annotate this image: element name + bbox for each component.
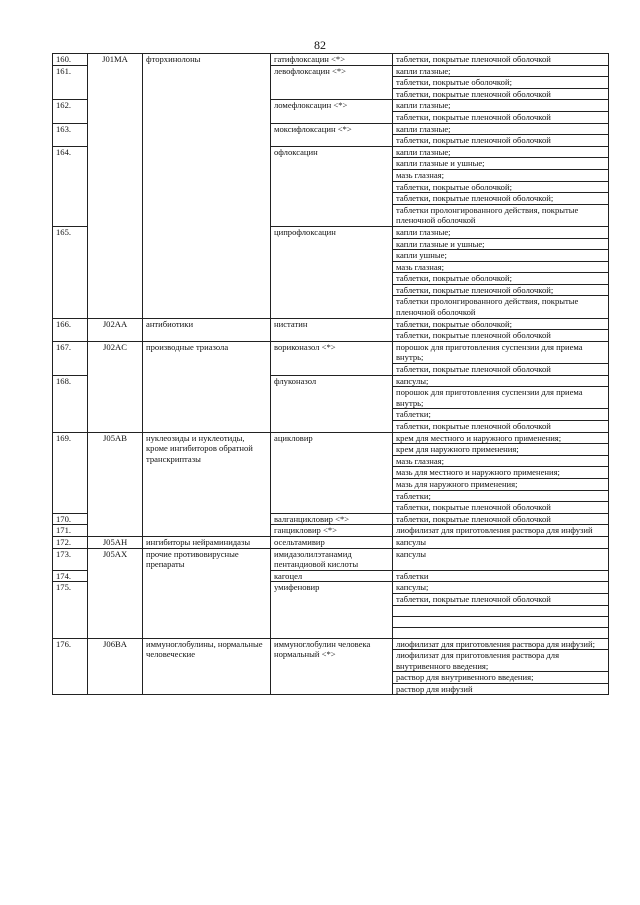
drug-name: осельтамивир	[271, 536, 393, 548]
atc-code: J02AA	[88, 318, 143, 341]
dosage-form: порошок для приготовления суспензии для приема внутрь;	[393, 341, 609, 363]
dosage-form: таблетки, покрытые пленочной оболочкой	[393, 502, 609, 514]
pharm-group: нуклеозиды и нуклеотиды, кроме ингибиторов обратной транскриптазы	[143, 432, 271, 536]
row-number: 171.	[53, 525, 88, 537]
pharm-group: прочие противовирусные препараты	[143, 548, 271, 638]
dosage-form: капли глазные и ушные;	[393, 238, 609, 250]
drug-name: нистатин	[271, 318, 393, 341]
dosage-form: раствор для инфузий	[393, 683, 609, 695]
atc-code: J01MA	[88, 54, 143, 319]
dosage-form: капли глазные;	[393, 123, 609, 135]
drug-name: ганцикловир <*>	[271, 525, 393, 537]
drug-name: имидазолилэтанамид пентандиовой кислоты	[271, 548, 393, 570]
dosage-form: капли глазные;	[393, 146, 609, 158]
drug-name: умифеновир	[271, 582, 393, 638]
dosage-form: таблетки пролонгированного действия, покрытые пленочной оболочкой	[393, 204, 609, 226]
pharm-group: иммуноглобулины, нормальные человеческие	[143, 638, 271, 695]
table-row	[53, 432, 609, 444]
dosage-form: порошок для приготовления суспензии для приема внутрь;	[393, 387, 609, 409]
dosage-form: таблетки, покрытые пленочной оболочкой	[393, 135, 609, 147]
dosage-form: таблетки, покрытые оболочкой;	[393, 181, 609, 193]
drug-name: иммуноглобулин человека нормальный <*>	[271, 638, 393, 695]
table-row	[53, 318, 609, 330]
atc-code: J06BA	[88, 638, 143, 695]
row-number: 165.	[53, 226, 88, 318]
dosage-form-empty	[393, 627, 609, 638]
atc-code: J05AX	[88, 548, 143, 638]
drug-name: ацикловир	[271, 432, 393, 513]
row-number: 170.	[53, 513, 88, 525]
row-number: 173.	[53, 548, 88, 570]
dosage-form: таблетки	[393, 570, 609, 582]
row-number: 176.	[53, 638, 88, 695]
row-number: 163.	[53, 123, 88, 146]
dosage-form: таблетки, покрытые оболочкой;	[393, 77, 609, 89]
drug-name: моксифлоксацин <*>	[271, 123, 393, 146]
table-row	[53, 548, 609, 570]
atc-code: J05AH	[88, 536, 143, 548]
table-row	[53, 638, 609, 650]
pharm-group: антибиотики	[143, 318, 271, 341]
dosage-form: таблетки, покрытые пленочной оболочкой	[393, 513, 609, 525]
row-number: 175.	[53, 582, 88, 638]
dosage-form: мазь глазная;	[393, 169, 609, 181]
drug-name: валганцикловир <*>	[271, 513, 393, 525]
dosage-form: таблетки;	[393, 409, 609, 421]
dosage-form: лиофилизат для приготовления раствора для инфузий	[393, 525, 609, 537]
dosage-form: капли глазные и ушные;	[393, 158, 609, 170]
dosage-form: мазь глазная;	[393, 261, 609, 273]
dosage-form: раствор для внутривенного введения;	[393, 672, 609, 684]
dosage-form: капсулы	[393, 548, 609, 570]
dosage-form: мазь глазная;	[393, 455, 609, 467]
dosage-form: таблетки, покрытые оболочкой;	[393, 318, 609, 330]
table-row	[53, 341, 609, 363]
dosage-form: таблетки, покрытые пленочной оболочкой	[393, 111, 609, 123]
drug-name: гатифлоксацин <*>	[271, 54, 393, 66]
dosage-form: капсулы;	[393, 375, 609, 387]
dosage-form: капли ушные;	[393, 250, 609, 262]
dosage-form: таблетки, покрытые пленочной оболочкой	[393, 54, 609, 66]
dosage-form: мазь для наружного применения;	[393, 478, 609, 490]
atc-code: J05AB	[88, 432, 143, 536]
dosage-form-empty	[393, 616, 609, 627]
dosage-form: таблетки, покрытые пленочной оболочкой	[393, 593, 609, 605]
atc-code: J02AC	[88, 341, 143, 432]
row-number: 160.	[53, 54, 88, 66]
drug-name: флуконазол	[271, 375, 393, 432]
dosage-form: таблетки пролонгированного действия, покрытые пленочной оболочкой	[393, 296, 609, 318]
dosage-form: капли глазные;	[393, 100, 609, 112]
dosage-form: капли глазные;	[393, 226, 609, 238]
dosage-form: таблетки, покрытые пленочной оболочкой;	[393, 193, 609, 205]
row-number: 169.	[53, 432, 88, 513]
drug-name: вориконазол <*>	[271, 341, 393, 375]
pharm-group: производные триазола	[143, 341, 271, 432]
row-number: 162.	[53, 100, 88, 123]
dosage-form: крем для местного и наружного применения;	[393, 432, 609, 444]
dosage-form: капсулы;	[393, 582, 609, 594]
row-number: 167.	[53, 341, 88, 375]
drug-name: ломефлоксацин <*>	[271, 100, 393, 123]
dosage-form: таблетки;	[393, 490, 609, 502]
drug-list-table	[52, 53, 609, 695]
table-row	[53, 54, 609, 66]
pharm-group: фторхинолоны	[143, 54, 271, 319]
drug-list-body	[53, 54, 609, 695]
dosage-form: крем для наружного применения;	[393, 444, 609, 456]
row-number: 164.	[53, 146, 88, 226]
dosage-form: лиофилизат для приготовления раствора для внутривенного введения;	[393, 650, 609, 672]
row-number: 166.	[53, 318, 88, 341]
table-row	[53, 536, 609, 548]
drug-name: офлоксацин	[271, 146, 393, 226]
dosage-form: таблетки, покрытые пленочной оболочкой	[393, 330, 609, 342]
dosage-form: мазь для местного и наружного применения;	[393, 467, 609, 479]
row-number: 168.	[53, 375, 88, 432]
dosage-form: таблетки, покрытые оболочкой;	[393, 273, 609, 285]
dosage-form: таблетки, покрытые пленочной оболочкой	[393, 421, 609, 433]
row-number: 161.	[53, 65, 88, 100]
drug-name: ципрофлоксацин	[271, 226, 393, 318]
dosage-form: таблетки, покрытые пленочной оболочкой;	[393, 284, 609, 296]
dosage-form: капсулы	[393, 536, 609, 548]
page-number: 82	[314, 38, 326, 52]
drug-name: кагоцел	[271, 570, 393, 582]
dosage-form: таблетки, покрытые пленочной оболочкой	[393, 88, 609, 100]
dosage-form: таблетки, покрытые пленочной оболочкой	[393, 364, 609, 376]
drug-name: левофлоксацин <*>	[271, 65, 393, 100]
dosage-form: капли глазные;	[393, 65, 609, 77]
row-number: 172.	[53, 536, 88, 548]
row-number: 174.	[53, 570, 88, 582]
dosage-form-empty	[393, 605, 609, 616]
pharm-group: ингибиторы нейраминидазы	[143, 536, 271, 548]
dosage-form: лиофилизат для приготовления раствора для инфузий;	[393, 638, 609, 650]
